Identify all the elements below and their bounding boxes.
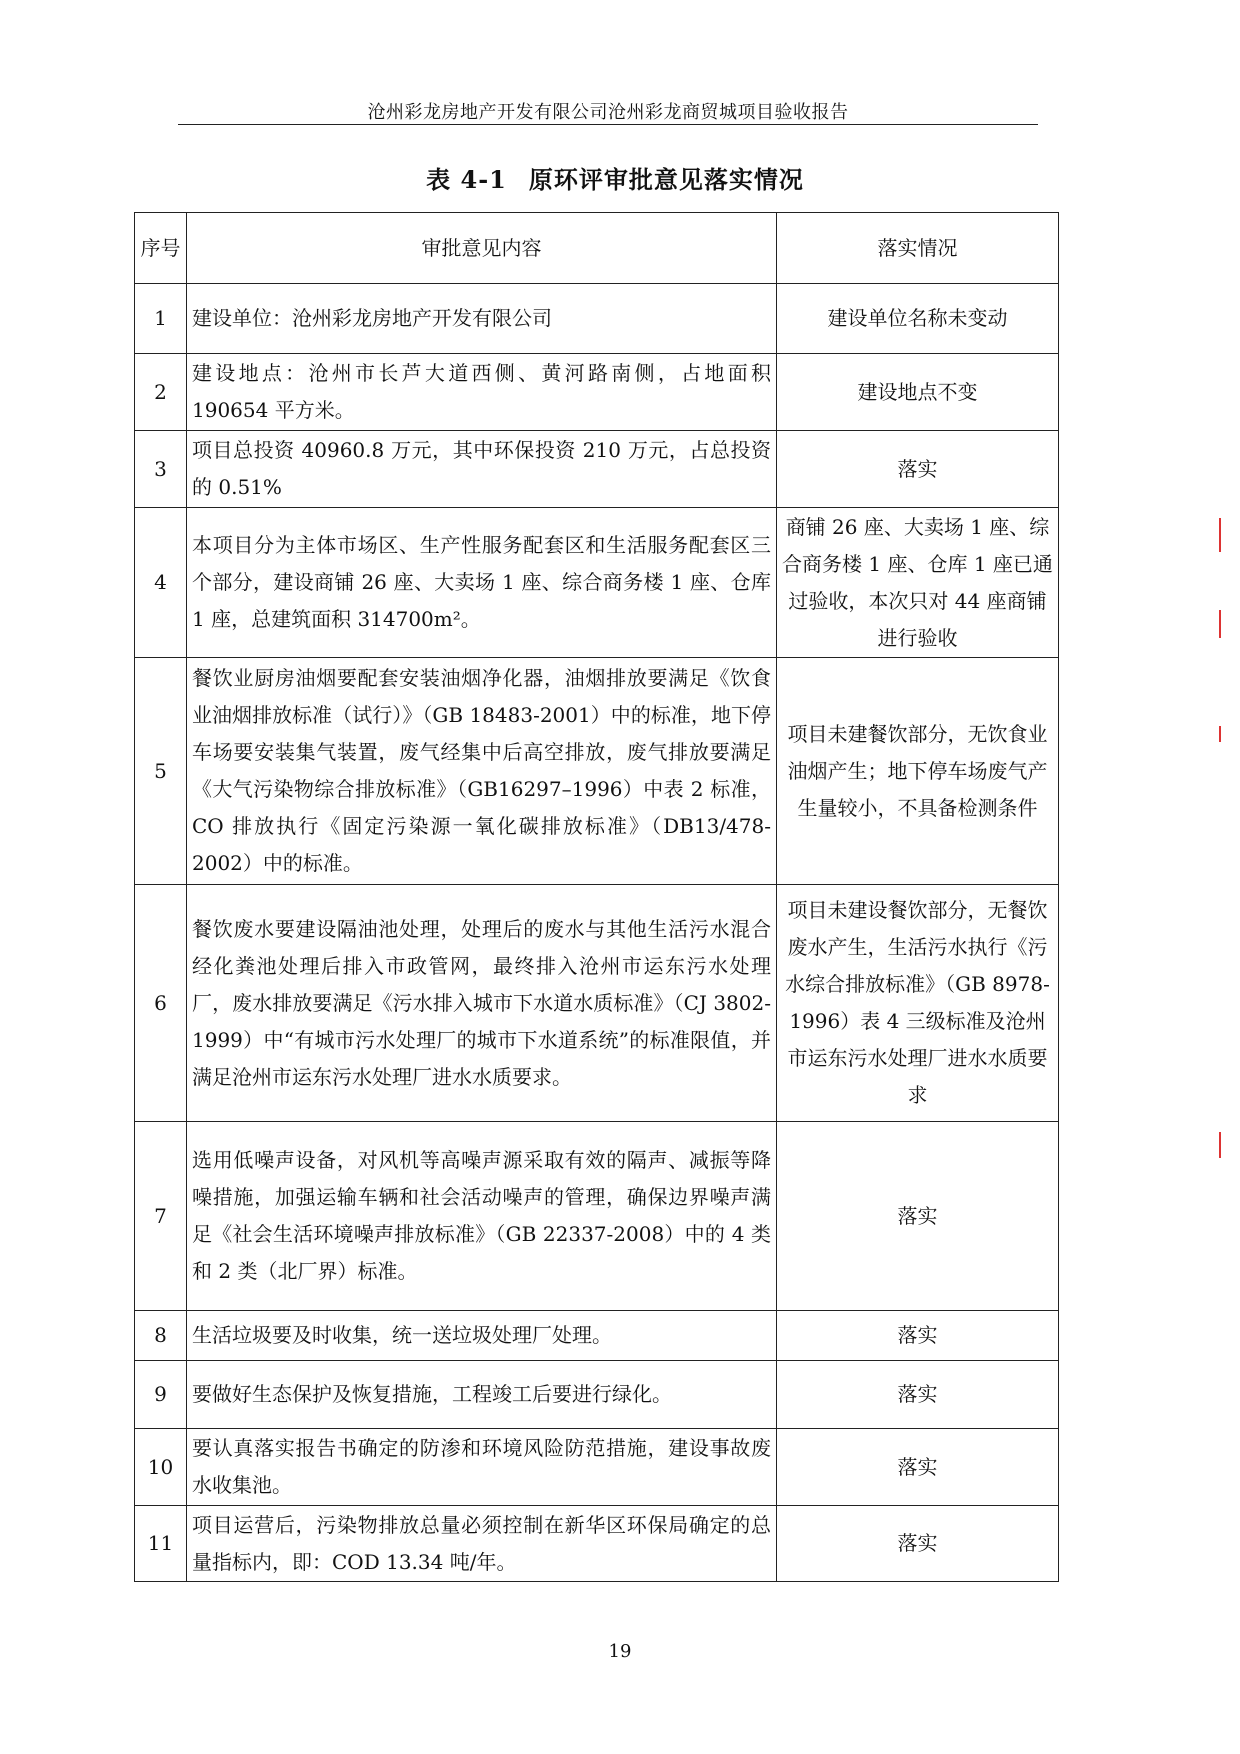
row-number: 8	[135, 1311, 187, 1361]
column-header-no: 序号	[135, 213, 187, 284]
column-header-status: 落实情况	[777, 213, 1059, 284]
implementation-status: 落实	[777, 1361, 1059, 1429]
report-header: 沧州彩龙房地产开发有限公司沧州彩龙商贸城项目验收报告	[367, 102, 849, 123]
table-row	[135, 1506, 1059, 1582]
implementation-status: 项目未建餐饮部分，无饮食业油烟产生；地下停车场废气产生量较小，不具备检测条件	[777, 658, 1059, 885]
implementation-status: 落实	[777, 1506, 1059, 1582]
implementation-status: 建设单位名称未变动	[777, 284, 1059, 354]
table-row	[135, 1361, 1059, 1429]
table-row	[135, 658, 1059, 885]
page-number: 19	[608, 1641, 632, 1662]
row-number: 11	[135, 1506, 187, 1582]
table-row	[135, 1429, 1059, 1506]
table-caption	[130, 160, 1100, 195]
row-number: 9	[135, 1361, 187, 1429]
table-row	[135, 354, 1059, 431]
table-row	[135, 885, 1059, 1122]
approval-content: 生活垃圾要及时收集，统一送垃圾处理厂处理。	[187, 1311, 777, 1361]
implementation-status: 落实	[777, 1311, 1059, 1361]
table-row	[135, 1311, 1059, 1361]
row-number: 4	[135, 508, 187, 658]
implementation-status: 建设地点不变	[777, 354, 1059, 431]
scan-mark	[1219, 1132, 1221, 1158]
row-number: 1	[135, 284, 187, 354]
scan-mark	[1219, 518, 1221, 552]
approval-content: 要认真落实报告书确定的防渗和环境风险防范措施，建设事故废水收集池。	[187, 1429, 777, 1506]
row-number: 5	[135, 658, 187, 885]
row-number: 2	[135, 354, 187, 431]
approval-content: 项目总投资 40960.8 万元，其中环保投资 210 万元，占总投资的 0.51%	[187, 431, 777, 508]
scan-mark	[1219, 610, 1221, 638]
implementation-status: 落实	[777, 1122, 1059, 1311]
table-row	[135, 508, 1059, 658]
approval-content: 要做好生态保护及恢复措施，工程竣工后要进行绿化。	[187, 1361, 777, 1429]
table-row	[135, 1122, 1059, 1311]
approval-content: 项目运营后，污染物排放总量必须控制在新华区环保局确定的总量指标内，即：COD 13.34 吨/年。	[187, 1506, 777, 1582]
row-number: 10	[135, 1429, 187, 1506]
column-header-content: 审批意见内容	[187, 213, 777, 284]
table-number: 表 4-1	[426, 165, 507, 194]
table-row	[135, 431, 1059, 508]
header-divider	[178, 124, 1038, 125]
implementation-status: 商铺 26 座、大卖场 1 座、综合商务楼 1 座、仓库 1 座已通过验收，本次只对 44 座商铺进行验收	[777, 508, 1059, 658]
row-number: 3	[135, 431, 187, 508]
approval-content: 建设单位：沧州彩龙房地产开发有限公司	[187, 284, 777, 354]
approval-content: 建设地点：沧州市长芦大道西侧、黄河路南侧，占地面积 190654 平方米。	[187, 354, 777, 431]
implementation-status: 落实	[777, 1429, 1059, 1506]
approval-content: 本项目分为主体市场区、生产性服务配套区和生活服务配套区三个部分，建设商铺 26 座、大卖场 1 座、综合商务楼 1 座、仓库 1 座，总建筑面积 314700m²。	[187, 508, 777, 658]
row-number: 7	[135, 1122, 187, 1311]
row-number: 6	[135, 885, 187, 1122]
implementation-status: 项目未建设餐饮部分，无餐饮废水产生，生活污水执行《污水综合排放标准》（GB 8978-1996）表 4 三级标准及沧州市运东污水处理厂进水水质要求	[777, 885, 1059, 1122]
table-title: 原环评审批意见落实情况	[528, 165, 804, 194]
scan-mark	[1219, 726, 1221, 742]
approval-content: 餐饮废水要建设隔油池处理，处理后的废水与其他生活污水混合经化粪池处理后排入市政管网，最终排入沧州市运东污水处理厂，废水排放要满足《污水排入城市下水道水质标准》（CJ 3802-1999）中“有城市污水处理厂的城市下水道系统”的标准限值，并满足沧州市运东污水处理厂进水水质要求。	[187, 885, 777, 1122]
table-header-row	[135, 213, 1059, 284]
implementation-status: 落实	[777, 431, 1059, 508]
approval-content: 餐饮业厨房油烟要配套安装油烟净化器，油烟排放要满足《饮食业油烟排放标准（试行）》（GB 18483-2001）中的标准，地下停车场要安装集气装置，废气经集中后高空排放，废气排放要满足《大气污染物综合排放标准》（GB16297–1996）中表 2 标准，CO 排放执行《固定污染源一氧化碳排放标准》（DB13/478-2002）中的标准。	[187, 658, 777, 885]
approval-content: 选用低噪声设备，对风机等高噪声源采取有效的隔声、减振等降噪措施，加强运输车辆和社会活动噪声的管理，确保边界噪声满足《社会生活环境噪声排放标准》（GB 22337-2008）中的 4 类和 2 类（北厂界）标准。	[187, 1122, 777, 1311]
approval-table	[134, 212, 1059, 1582]
table-row	[135, 284, 1059, 354]
